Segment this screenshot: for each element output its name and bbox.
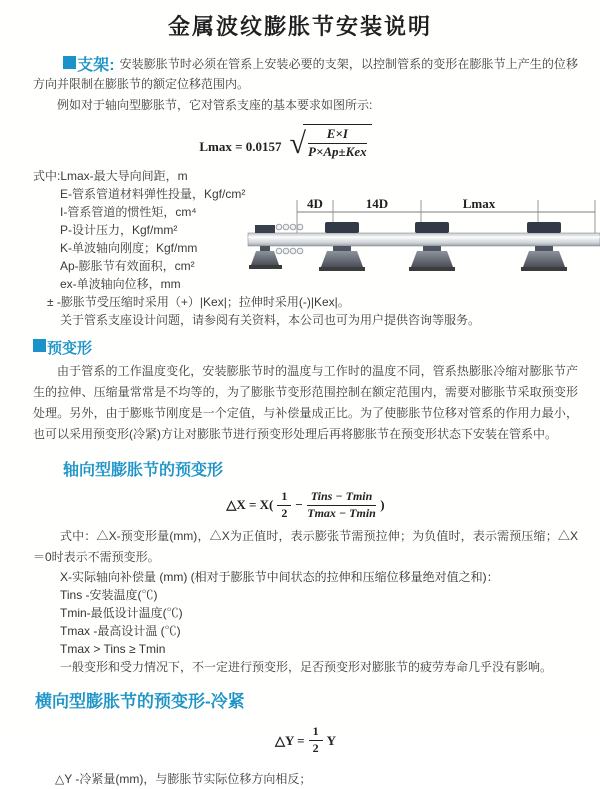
support-intro-text: 安装膨胀节时必须在管系上安装必要的支架，以控制管系的变形在膨胀节上产生的位移方向并限制在膨胀节的额定位移范围内。 [33, 57, 578, 91]
guide-support [319, 222, 365, 271]
lateral-formula-lhs: △Y = [275, 732, 305, 748]
lmax-formula-numerator: E×I [308, 127, 367, 144]
lateral-formula [33, 725, 578, 756]
formula-where-label: 式中:Lmax-最大导向间距，m [33, 168, 188, 183]
minus-sign: − [295, 497, 303, 513]
half-numerator: 1 [277, 490, 291, 506]
consult-note-line: 关于管系支座设计问题，请参阅有关资料，本公司也可为用户提供咨询等服务。 [60, 312, 481, 327]
axial-note-line: 一般变形和受力情况下，不一定进行预变形，足否预变形对膨胀节的疲劳寿命几乎没有影响。 [60, 660, 553, 675]
axial-subsection-heading: 轴向型膨胀节的预变形 [63, 461, 224, 479]
axial-definition-line: Tmax > Tins ≥ Tmin [60, 642, 166, 657]
definition-line: E-管系管道材料弹性投量，Kgf/cm² [60, 186, 246, 201]
pipe-support-diagram [248, 193, 600, 295]
radical [290, 124, 372, 160]
lateral-subsection-heading: 横向型膨胀节的预变形-冷紧 [35, 692, 245, 712]
axial-formula [33, 490, 578, 521]
preform-heading-label: 预变形 [47, 339, 93, 357]
lateral-note-line: △Y -冷紧量(mm)，与膨胀节实际位移方向相反； [55, 772, 312, 787]
lateral-half-denominator: 2 [312, 741, 319, 756]
definition-line: Ap-膨胀节有效面积，cm² [60, 258, 195, 273]
guide-support [409, 222, 455, 271]
axial-where-paragraph: 式中：△X-预变形量(mm)，△X为正值时，表示膨张节需预拉伸；为负值时，表示需预压缩；△X＝0时表示不需预变形。 [33, 529, 578, 565]
lmax-formula-lhs: Lmax = 0.0157 [199, 138, 282, 154]
lateral-formula-rhs: Y [326, 732, 336, 748]
dim-label-14d: 14D [365, 195, 389, 211]
definition-line: I-管系管道的惯性矩，cm⁴ [60, 204, 197, 219]
axial-definition-line: Tins -安装温度(℃) [60, 588, 158, 603]
definition-line: K-单波轴向刚度；Kgf/mm [60, 240, 198, 255]
axial-formula-denominator: Tmax − Tmin [307, 505, 376, 520]
document-content [0, 55, 600, 789]
preform-heading [33, 338, 578, 358]
pm-note-line: ± -膨胀节受压缩时采用（+）|Kex|；拉伸时采用(-)|Kex|。 [47, 294, 350, 309]
page-title: 金属波纹膨胀节安装说明 [167, 14, 432, 39]
pipe [248, 233, 600, 246]
preform-body-paragraph: 由于管系的工作温度变化，安装膨胀节时的温度与工作时的温度不同，管系热膨胀冷缩对膨胀节产生的拉伸、压缩量常常是不均等的，为了膨胀节变形范围控制在额定范围内，需要对膨胀节采取预变形处理。另外，由于膨账节刚度是一个定值，与补偿量成正比。为了使膨胀节位移对管系的作用力最小，也可以采用预变形(冷紧)方让对膨胀节进行预变形处理后再将膨胀节在预变形状态下安装在管系中。 [33, 363, 578, 441]
axial-definition-line: Tmax -最高设计温 (℃) [60, 624, 181, 639]
lmax-formula [33, 124, 538, 160]
sqrt-sign: √ [289, 126, 307, 160]
axial-definition-line: Tmin-最低设计温度(℃) [60, 606, 183, 621]
definitions-and-diagram [33, 167, 578, 293]
anchor-support [249, 225, 282, 269]
guide-support [521, 222, 567, 271]
lateral-half-numerator: 1 [309, 725, 323, 741]
lmax-formula-denominator: P×Ap±Kex [308, 143, 367, 159]
definition-line: P-设计压力，Kgf/mm² [60, 222, 178, 237]
dim-label-4d: 4D [307, 195, 323, 211]
axial-formula-numerator: Tins − Tmin [307, 490, 377, 506]
support-intro-paragraph [33, 55, 578, 94]
support-section-label: 支架: [77, 57, 115, 74]
half-denominator: 2 [281, 505, 288, 520]
section-bullet-icon [33, 339, 46, 352]
support-example-line: 例如对于轴向型膨胀节，它对管系支座的基本要求如图所示: [57, 98, 373, 112]
definition-line: ex-单波轴向位移，mm [60, 276, 181, 291]
axial-formula-lhs: △X = X( [226, 497, 274, 513]
right-paren: ) [380, 497, 385, 513]
section-bullet-icon [63, 56, 76, 69]
dim-label-lmax: Lmax [462, 195, 496, 211]
axial-definition-line: X-实际轴向补偿量 (mm) (相对于膨胀节中间状态的拉伸和压缩位移量绝对值之和)： [60, 570, 499, 585]
